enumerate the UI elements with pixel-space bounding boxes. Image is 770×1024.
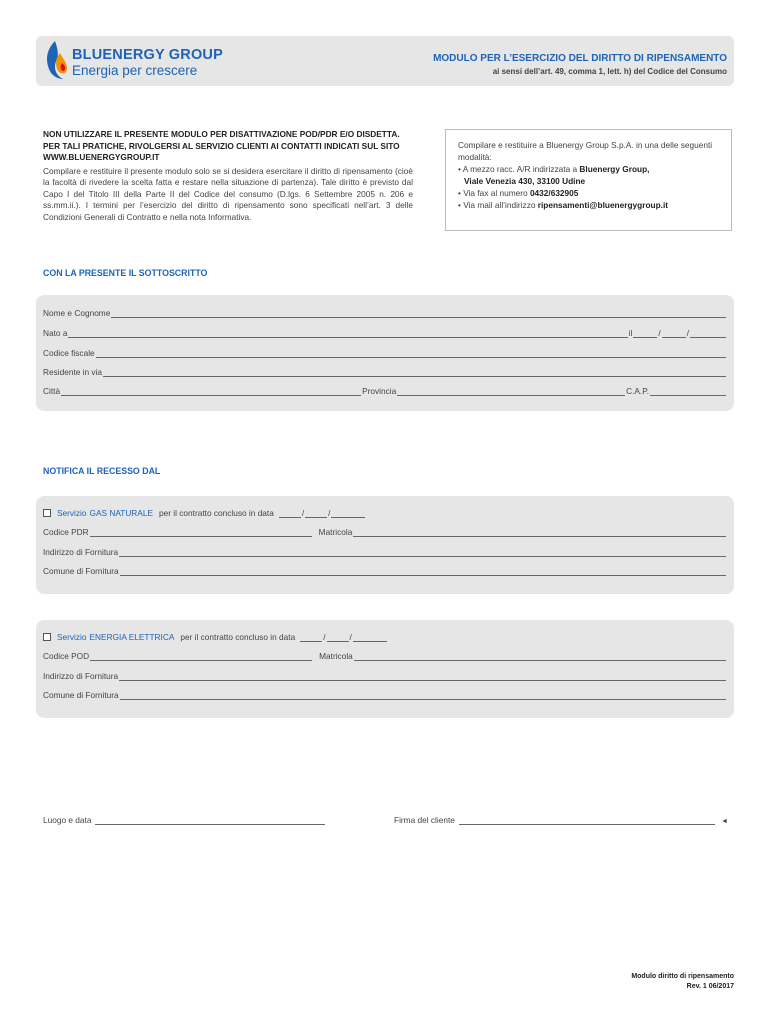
intro-text: Compilare e restituire il presente modulo solo se si desidera esercitare il diritto di ripensamento (cioè la facoltà di rivedere la scelta fatta e restare nella situazione di partenza). Tale diritto è previsto dal Capo I del Titolo III della Parte II del Codice del consumo (D.lgs. 6 Settembre 2005 n. 206 e ss.mm.ii.). I termini per l’esercizio del diritto di ripensamento sono specificati nell’art. 3 delle Condizioni Generali di Contratto e nella nota Informativa. xyxy=(43,166,413,222)
warning-notice: NON UTILIZZARE IL PRESENTE MODULO PER DISATTIVAZIONE POD/PDR E/O DISDETTA. PER TALI PRATICHE, RIVOLGERSI AL SERVIZIO CLIENTI AI CONTATTI INDICATI SUL SITO WWW.BLUENERGYGROUP.IT xyxy=(43,129,400,162)
electric-supply-address-row xyxy=(43,670,727,681)
footer-doc-name: Modulo diritto di ripensamento xyxy=(631,973,734,980)
electric-contract-day-field[interactable] xyxy=(300,633,322,642)
gas-contract-month-field[interactable] xyxy=(305,509,327,518)
date-separator: / xyxy=(301,508,305,518)
gas-pdr-label: Codice PDR xyxy=(43,527,89,537)
tax-code-row xyxy=(43,347,727,358)
electric-supply-address-field[interactable] xyxy=(119,672,726,681)
electric-contract-text: per il contratto concluso in data xyxy=(180,632,296,642)
province-field[interactable] xyxy=(397,387,625,396)
cap-field[interactable] xyxy=(650,387,726,396)
birthplace-field[interactable] xyxy=(68,329,627,338)
electric-supply-town-label: Comune di Fornitura xyxy=(43,690,119,700)
city-label: Città xyxy=(43,386,61,396)
date-separator: / xyxy=(686,328,689,338)
electric-pod-field[interactable] xyxy=(90,652,312,661)
tax-code-label: Codice fiscale xyxy=(43,348,95,358)
date-separator: / xyxy=(658,328,661,338)
gas-supply-address-field[interactable] xyxy=(119,548,726,557)
electric-code-row xyxy=(43,650,727,661)
return-fax: • Via fax al numero 0432/632905 xyxy=(458,188,579,198)
client-signature-field[interactable] xyxy=(459,816,715,825)
electric-service-checkbox[interactable] xyxy=(43,633,51,641)
gas-contract-text: per il contratto concluso in data xyxy=(159,508,274,518)
gas-panel xyxy=(36,496,734,594)
date-separator: / xyxy=(349,632,352,642)
return-mail: • A mezzo racc. A/R indirizzata a Bluenergy Group, xyxy=(458,164,650,174)
province-label: Provincia xyxy=(362,386,397,396)
gas-meter-field[interactable] xyxy=(353,528,726,537)
brand-tagline: Energia per crescere xyxy=(72,63,198,78)
gas-code-row xyxy=(43,526,727,537)
return-email-address: ripensamenti@bluenergygroup.it xyxy=(537,200,669,210)
city-field[interactable] xyxy=(61,387,361,396)
date-separator: / xyxy=(323,632,326,642)
form-subtitle: ai sensi dell’art. 49, comma 1, lett. h) del Codice del Consumo xyxy=(492,67,727,76)
signatory-heading: CON LA PRESENTE IL SOTTOSCRITTO xyxy=(43,268,208,278)
name-field[interactable] xyxy=(111,309,726,318)
gas-contract-year-field[interactable] xyxy=(331,509,365,518)
form-title: MODULO PER L’ESERCIZIO DEL DIRITTO DI RIPENSAMENTO xyxy=(433,53,727,64)
date-separator: / xyxy=(328,508,331,518)
address-row xyxy=(43,366,727,377)
footer-revision: Rev. 1 06/2017 xyxy=(686,983,734,990)
brand-name: BLUENERGY GROUP xyxy=(72,47,223,63)
birth-year-field[interactable] xyxy=(690,329,726,338)
gas-service-checkbox[interactable] xyxy=(43,509,51,517)
place-date-row xyxy=(43,813,326,825)
electric-supply-address-label: Indirizzo di Fornitura xyxy=(43,671,119,681)
born-label: Nato a xyxy=(43,328,68,338)
name-label: Nome e Cognome xyxy=(43,308,111,318)
signatory-panel xyxy=(36,295,734,411)
place-date-label: Luogo e data xyxy=(43,815,92,825)
electric-pod-label: Codice POD xyxy=(43,651,90,661)
birthdate-prefix: il xyxy=(628,328,633,338)
tax-code-field[interactable] xyxy=(96,349,726,358)
gas-supply-address-row xyxy=(43,546,727,557)
electric-panel xyxy=(36,620,734,718)
gas-supply-town-label: Comune di Fornitura xyxy=(43,566,119,576)
place-date-field[interactable] xyxy=(95,816,325,825)
return-email: • Via mail all’indirizzo ripensamenti@bluenergygroup.it xyxy=(458,200,669,210)
signature-arrow-icon: ◄ xyxy=(721,818,728,825)
electric-meter-label: Matricola xyxy=(319,651,353,661)
gas-supply-address-label: Indirizzo di Fornitura xyxy=(43,547,119,557)
electric-service-prefix: Servizio xyxy=(57,632,87,642)
gas-meter-label: Matricola xyxy=(318,527,353,537)
return-intro: Compilare e restituire a Bluenergy Group S.p.A. in una delle seguenti modalità: xyxy=(458,140,713,162)
gas-service-row xyxy=(43,507,727,518)
return-instructions-box xyxy=(445,129,732,231)
electric-service-row xyxy=(43,631,727,642)
electric-contract-year-field[interactable] xyxy=(353,633,387,642)
electric-supply-town-row xyxy=(43,689,727,700)
gas-supply-town-field[interactable] xyxy=(120,567,726,576)
birthplace-row xyxy=(43,327,727,338)
electric-meter-field[interactable] xyxy=(354,652,726,661)
return-mail-company: Bluenergy Group, xyxy=(579,164,650,174)
client-signature-row xyxy=(394,813,728,825)
cap-label: C.A.P. xyxy=(626,386,649,396)
address-label: Residente in via xyxy=(43,367,103,377)
gas-pdr-field[interactable] xyxy=(90,528,312,537)
gas-service-prefix: Servizio xyxy=(57,508,87,518)
address-field[interactable] xyxy=(103,368,726,377)
electric-service-name: ENERGIA ELETTRICA xyxy=(89,632,175,642)
birth-month-field[interactable] xyxy=(662,329,686,338)
name-row xyxy=(43,307,727,318)
client-signature-label: Firma del cliente xyxy=(394,815,455,825)
birth-day-field[interactable] xyxy=(633,329,657,338)
withdrawal-heading: NOTIFICA IL RECESSO DAL xyxy=(43,466,161,476)
gas-contract-day-field[interactable] xyxy=(279,509,301,518)
return-mail-address: Viale Venezia 430, 33100 Udine xyxy=(464,176,586,186)
city-row xyxy=(43,385,727,396)
electric-supply-town-field[interactable] xyxy=(120,691,726,700)
gas-service-name: GAS NATURALE xyxy=(89,508,153,518)
gas-supply-town-row xyxy=(43,565,727,576)
electric-contract-month-field[interactable] xyxy=(327,633,349,642)
return-fax-number: 0432/632905 xyxy=(529,188,579,198)
flame-logo-icon xyxy=(43,39,69,83)
